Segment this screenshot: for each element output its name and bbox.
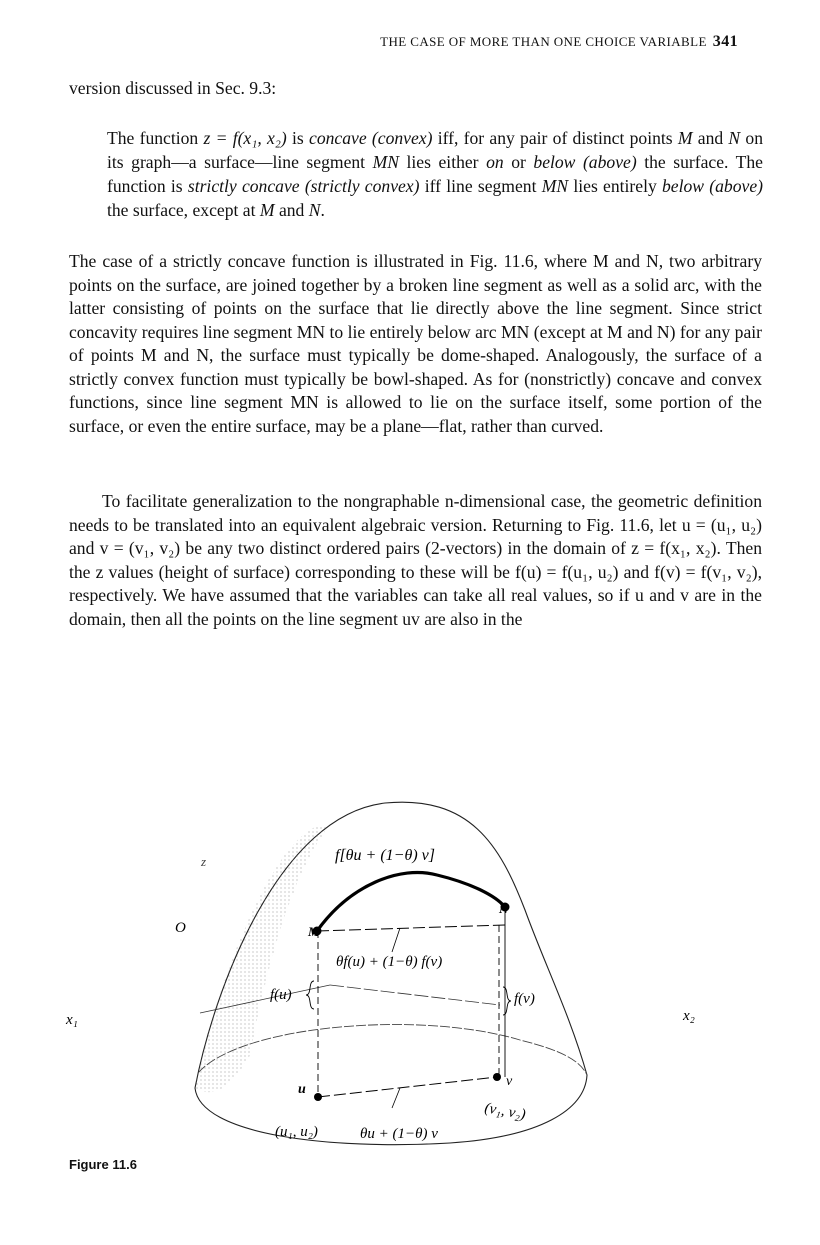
def-point-n: N (308, 200, 321, 220)
def-point-m: M (677, 128, 693, 148)
brace-fv (503, 987, 511, 1015)
running-head (380, 33, 738, 51)
paragraph-text: The case of a strictly concave function is illustrated in Fig. 11.6, where M and N, two arbitrary points on the surface, are joined together by a broken line segment as well as a solid arc, with the latter consisting of points on the surface that lie directly above the line segment. Since strict concavity requires line segment MN to lie entirely below arc MN (except at M and N) for any pair of points M and N, the surface must typically be dome-shaped. Analogously, the surface of a strictly convex function must typically be bowl-shaped. As for (nonstrictly) concave and convex functions, since line segment MN is allowed to lie on the surface itself, some portion of the surface, or even the entire surface, may be a plane—flat, rather than curved. (69, 251, 762, 436)
def-term-below: below (533, 152, 576, 172)
label-arc: f[θu + (1−θ) v] (335, 847, 435, 864)
label-v: v (506, 1074, 513, 1089)
page-number: 341 (712, 33, 738, 50)
label-z-axis: z (201, 854, 207, 869)
body-paragraph-3 (69, 490, 762, 631)
arc-mn (317, 872, 505, 931)
label-segment: θu + (1−θ) v (360, 1126, 438, 1142)
def-text: iff line segment (419, 176, 542, 196)
def-text: or (503, 152, 534, 172)
label-v-pair: (v₁, v₂) (483, 1100, 527, 1124)
def-term-concave: concave (309, 128, 367, 148)
def-term-below: below (662, 176, 705, 196)
dome-shading (195, 825, 330, 1093)
paragraph-text: To facilitate generalization to the nongraphable n-dimensional case, the geometric definition needs to be translated into an equivalent algebraic version. Returning to Fig. 11.6, let u = (u₁, u₂) and v = (v₁, v₂) be any two distinct ordered pairs (2-vectors) in the domain of z = f(x₁, x₂). Then the z values (height of surface) corresponding to these will be f(u) = f(u₁, u₂) and f(v) = f(v₁, v₂), respectively. We have assumed that the variables can take all real values, so if u and v are in the domain, then all the points on the line segment uv are also in the (69, 491, 762, 629)
def-text: the surface. The function is (107, 152, 763, 196)
label-fv: f(v) (514, 991, 535, 1007)
figure-11-6-diagram (0, 755, 820, 1155)
label-m: M (308, 924, 320, 939)
body-paragraph-2 (69, 250, 762, 438)
base-ellipse-back (198, 1025, 587, 1075)
def-point-n: N (728, 128, 741, 148)
def-text: lies either (399, 152, 487, 172)
chord-pointer (392, 928, 400, 952)
def-term-above: (above) (582, 152, 637, 172)
point-u (314, 1093, 322, 1101)
label-chord: θf(u) + (1−θ) f(v) (336, 954, 443, 970)
label-origin: O (175, 920, 186, 936)
def-text: is (286, 128, 310, 148)
def-term-convex: (convex) (371, 128, 433, 148)
def-term-above: (above) (709, 176, 764, 196)
def-term-on: on (486, 152, 504, 172)
def-text: . (320, 200, 325, 220)
def-text: The function (107, 128, 204, 148)
point-v (493, 1073, 501, 1081)
intro-line: version discussed in Sec. 9.3: (69, 78, 277, 98)
x2-axis (330, 985, 500, 1005)
def-equation: z = f(x₁, x₂) (203, 128, 287, 148)
def-text: the surface, except at (107, 200, 260, 220)
label-fu: f(u) (270, 987, 292, 1003)
figure-caption: Figure 11.6 (69, 1157, 137, 1172)
label-n: N (499, 901, 509, 916)
chord-mn (317, 925, 505, 931)
def-point-m: M (259, 200, 275, 220)
label-x1: x₁ (66, 1012, 78, 1028)
def-text: iff, for any pair of distinct points (432, 128, 678, 148)
def-segment-mn: MN (372, 152, 399, 172)
def-text: on its graph—a surface—line segment (107, 128, 763, 172)
def-term-strictly-concave: strictly concave (187, 176, 300, 196)
def-text: and (274, 200, 309, 220)
label-u: u (298, 1082, 306, 1097)
segment-pointer (392, 1088, 400, 1108)
segment-uv (318, 1077, 497, 1097)
def-text: lies entirely (568, 176, 662, 196)
def-term-strictly-convex: (strictly convex) (304, 176, 420, 196)
label-u-pair: (u₁, u₂) (275, 1124, 318, 1140)
label-x2: x₂ (683, 1008, 695, 1024)
brace-fu (306, 981, 314, 1009)
definition-block (107, 126, 763, 222)
def-segment-mn: MN (541, 176, 569, 196)
running-head-title: THE CASE OF MORE THAN ONE CHOICE VARIABLE (380, 34, 707, 49)
def-text: and (692, 128, 729, 148)
